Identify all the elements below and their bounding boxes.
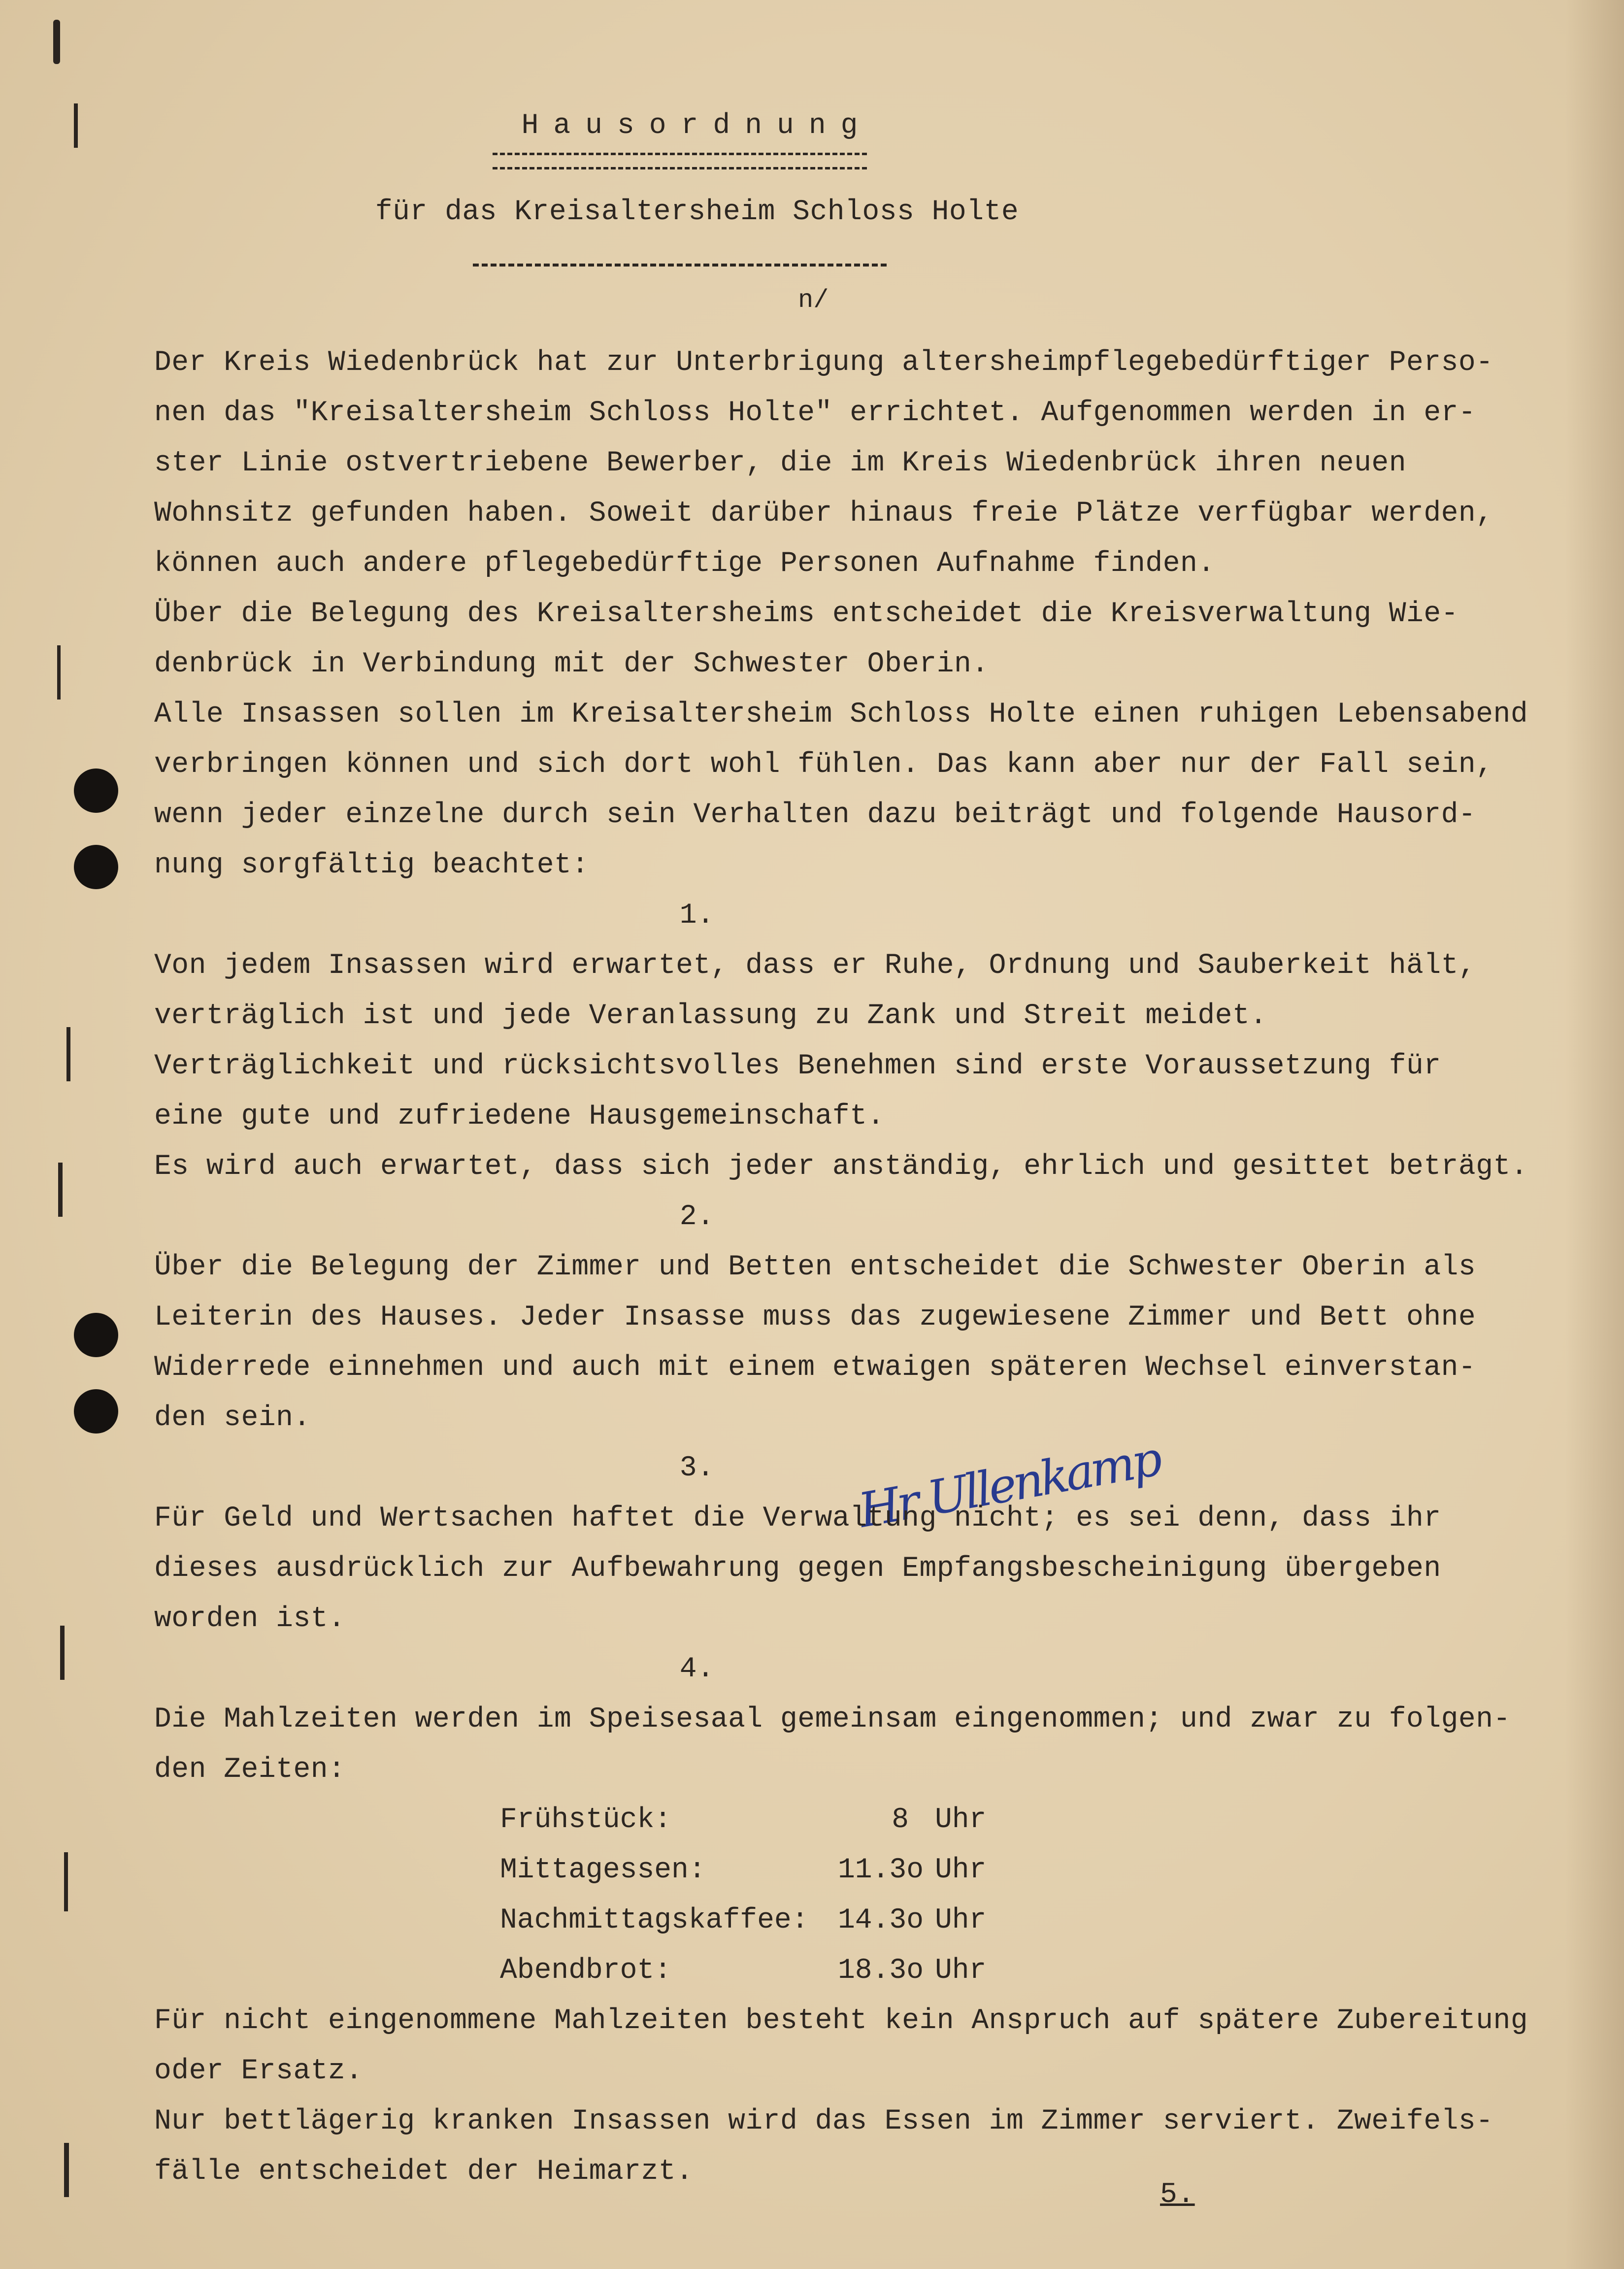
text-line: Alle Insassen sollen im Kreisaltersheim Schloss Holte einen ruhigen Lebensabend (154, 699, 1528, 731)
text-line: Nur bettlägerig kranken Insassen wird das Essen im Zimmer serviert. Zweifels- (154, 2105, 1493, 2137)
text-line: worden ist. (154, 1603, 346, 1635)
handwritten-correction: n/ (798, 286, 829, 315)
text-line: wenn jeder einzelne durch sein Verhalten dazu beiträgt und folgende Hausord- (154, 799, 1476, 831)
handwritten-signature: Hr Ullenkamp (854, 1431, 1164, 1538)
page-title: Hausordnung (521, 110, 873, 142)
margin-mark (64, 1852, 68, 1911)
text-line: nung sorgfältig beachtet: (154, 849, 589, 881)
punch-hole (74, 845, 118, 889)
section-number: 4. (679, 1653, 715, 1685)
meal-unit: Uhr (935, 1804, 987, 1836)
text-line: fälle entscheidet der Heimarzt. (154, 2156, 694, 2188)
meal-name: Mittagessen: (500, 1854, 706, 1886)
text-line: Der Kreis Wiedenbrück hat zur Unterbrigung altersheimpflegebedürftiger Perso- (154, 347, 1493, 379)
meal-unit: Uhr (935, 1955, 987, 1987)
meal-name: Frühstück: (500, 1804, 672, 1836)
section-number: 1. (679, 900, 715, 932)
text-line: dieses ausdrücklich zur Aufbewahrung gegen Empfangsbescheinigung übergeben (154, 1553, 1441, 1585)
text-line: Leiterin des Hauses. Jeder Insasse muss das zugewiesene Zimmer und Bett ohne (154, 1301, 1476, 1334)
page-edge-shadow (1565, 0, 1624, 2269)
meal-time: 11.3o (837, 1854, 924, 1886)
meal-time: 8 (892, 1804, 909, 1836)
punch-hole (74, 768, 118, 813)
punch-hole (74, 1313, 118, 1357)
text-line: Für nicht eingenommene Mahlzeiten besteht kein Anspruch auf spätere Zubereitung (154, 2005, 1528, 2037)
text-line: Von jedem Insassen wird erwartet, dass er Ruhe, Ordnung und Sauberkeit hält, (154, 950, 1476, 982)
meal-name: Nachmittagskaffee: (500, 1904, 809, 1936)
subtitle-underline (473, 264, 887, 267)
margin-mark (57, 645, 61, 700)
text-line: Über die Belegung des Kreisaltersheims entscheidet die Kreisverwaltung Wie- (154, 598, 1458, 630)
text-line: nen das "Kreisaltersheim Schloss Holte" errichtet. Aufgenommen werden in er- (154, 397, 1476, 429)
text-line: den sein. (154, 1402, 311, 1434)
title-underline (493, 153, 867, 169)
page-subtitle: für das Kreisaltersheim Schloss Holte (375, 196, 1019, 228)
text-line: den Zeiten: (154, 1754, 346, 1786)
text-line: verträglich ist und jede Veranlassung zu Zank und Streit meidet. (154, 1000, 1267, 1032)
section-number: 2. (679, 1201, 715, 1233)
margin-mark (64, 2143, 69, 2197)
meal-name: Abendbrot: (500, 1955, 672, 1987)
punch-hole (74, 1389, 118, 1434)
text-line: Widerrede einnehmen und auch mit einem etwaigen späteren Wechsel einverstan- (154, 1352, 1476, 1384)
next-page-number: 5. (1160, 2179, 1195, 2211)
margin-mark (66, 1027, 70, 1081)
section-number: 3. (679, 1452, 715, 1484)
text-line: Verträglichkeit und rücksichtsvolles Benehmen sind erste Voraussetzung für (154, 1050, 1441, 1082)
text-line: Es wird auch erwartet, dass sich jeder anständig, ehrlich und gesittet beträgt. (154, 1151, 1528, 1183)
text-line: denbrück in Verbindung mit der Schwester Oberin. (154, 648, 989, 680)
text-line: Für Geld und Wertsachen haftet die Verwaltung nicht; es sei denn, dass ihr (154, 1502, 1441, 1535)
meal-time: 14.3o (837, 1904, 924, 1936)
margin-mark (53, 20, 60, 64)
meal-time: 18.3o (837, 1955, 924, 1987)
text-line: oder Ersatz. (154, 2055, 363, 2087)
text-line: eine gute und zufriedene Hausgemeinschaft. (154, 1101, 885, 1133)
meal-unit: Uhr (935, 1854, 987, 1886)
text-line: ster Linie ostvertriebene Bewerber, die im Kreis Wiedenbrück ihren neuen (154, 447, 1407, 479)
text-line: können auch andere pflegebedürftige Personen Aufnahme finden. (154, 548, 1215, 580)
text-line: Die Mahlzeiten werden im Speisesaal gemeinsam eingenommen; und zwar zu folgen- (154, 1703, 1511, 1735)
meal-unit: Uhr (935, 1904, 987, 1936)
text-line: Wohnsitz gefunden haben. Soweit darüber hinaus freie Plätze verfügbar werden, (154, 498, 1493, 530)
text-line: Über die Belegung der Zimmer und Betten entscheidet die Schwester Oberin als (154, 1251, 1476, 1283)
text-line: verbringen können und sich dort wohl fühlen. Das kann aber nur der Fall sein, (154, 749, 1493, 781)
